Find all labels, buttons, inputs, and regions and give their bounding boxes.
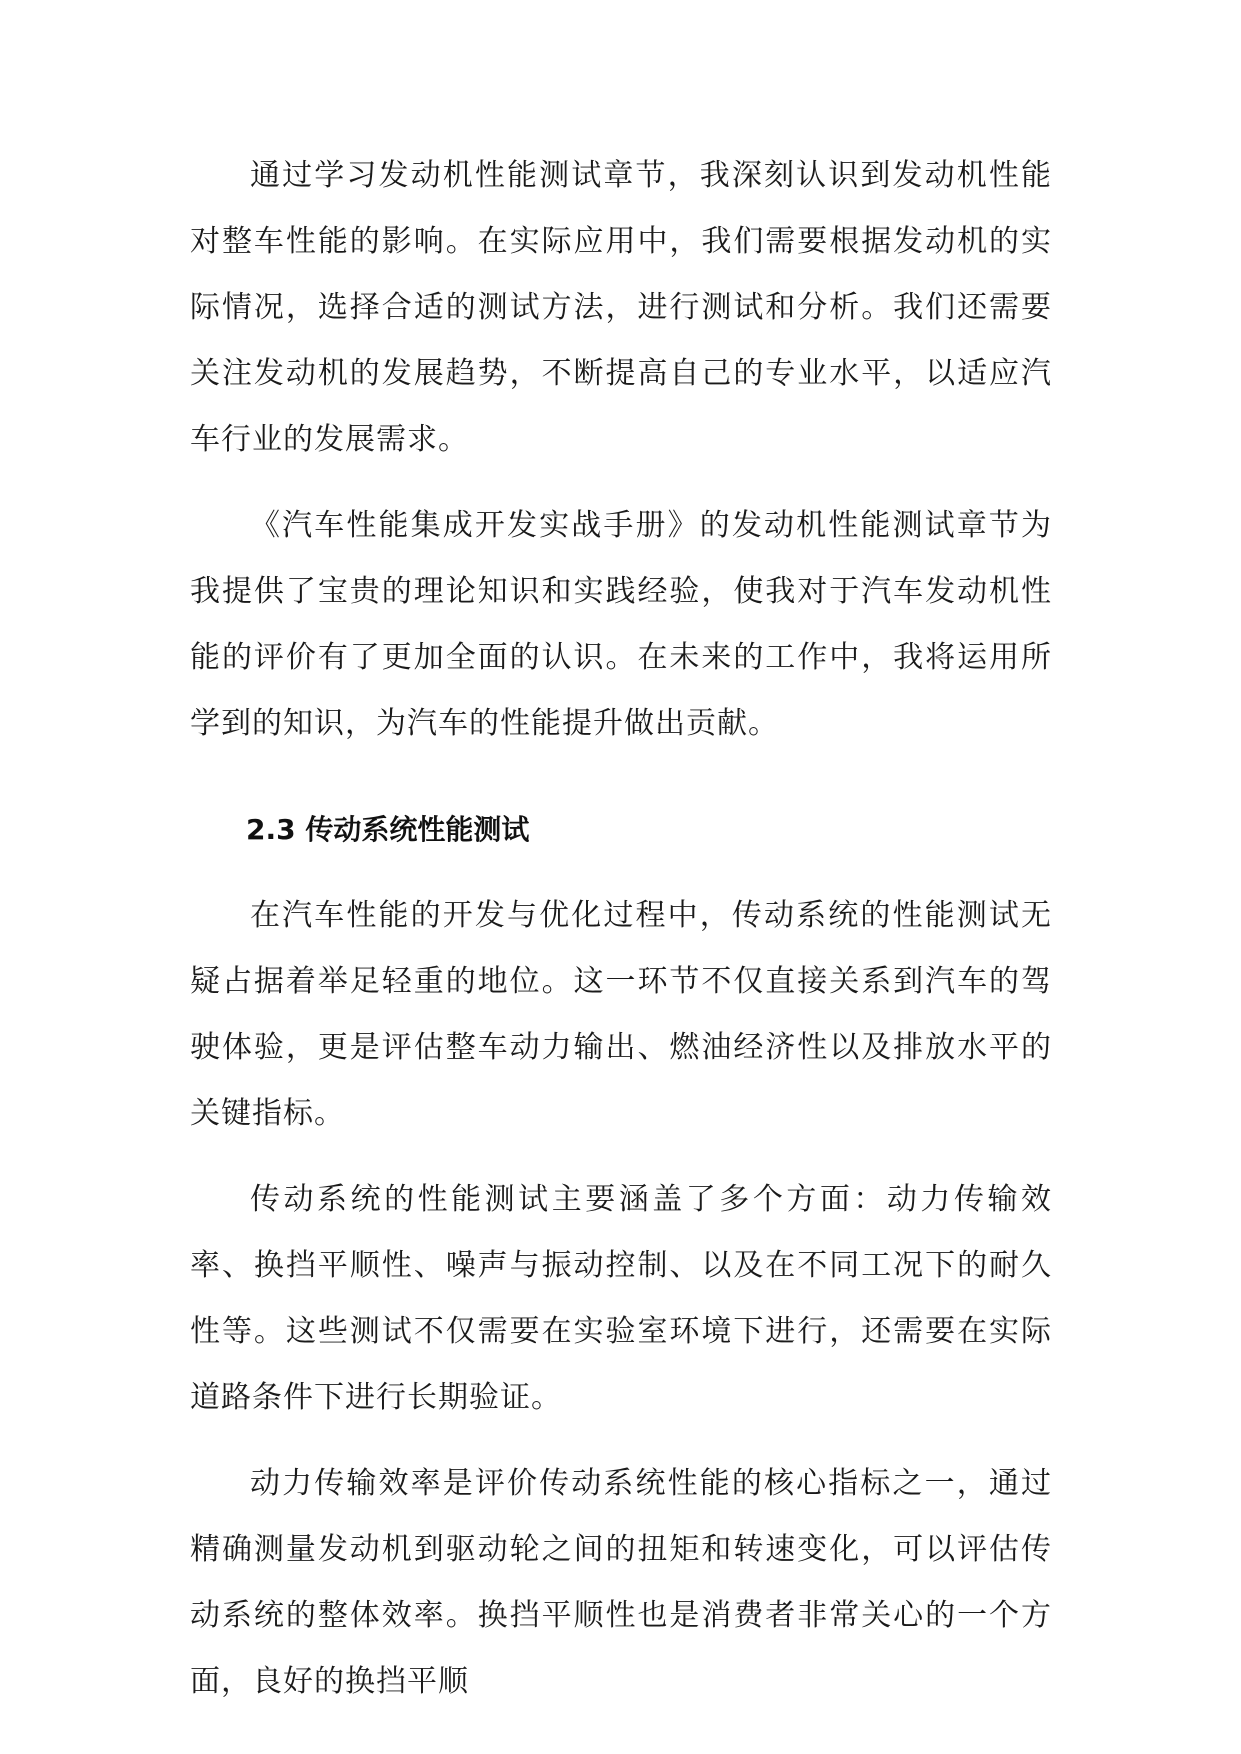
paragraph: 在汽车性能的开发与优化过程中，传动系统的性能测试无疑占据着举足轻重的地位。这一环节不仅直接关系到汽车的驾驶体验，更是评估整车动力输出、燃油经济性以及排放水平的关键指标。 [190, 898, 1052, 1131]
paragraph: 动力传输效率是评价传动系统性能的核心指标之一，通过精确测量发动机到驱动轮之间的扭矩和转速变化，可以评估传动系统的整体效率。换挡平顺性也是消费者非常关心的一个方面，良好的换挡平顺 [190, 1466, 1052, 1699]
paragraph: 通过学习发动机性能测试章节，我深刻认识到发动机性能对整车性能的影响。在实际应用中，我们需要根据发动机的实际情况，选择合适的测试方法，进行测试和分析。我们还需要关注发动机的发展趋势，不断提高自己的专业水平，以适应汽车行业的发展需求。 [190, 158, 1052, 457]
paragraph: 传动系统的性能测试主要涵盖了多个方面：动力传输效率、换挡平顺性、噪声与振动控制、以及在不同工况下的耐久性等。这些测试不仅需要在实验室环境下进行，还需要在实际道路条件下进行长期验证。 [190, 1182, 1052, 1415]
document-body [190, 143, 1052, 1735]
paragraph: 《汽车性能集成开发实战手册》的发动机性能测试章节为我提供了宝贵的理论知识和实践经验，使我对于汽车发动机性能的评价有了更加全面的认识。在未来的工作中，我将运用所学到的知识，为汽车的性能提升做出贡献。 [190, 508, 1052, 741]
section-heading: 2.3 传动系统性能测试 [246, 813, 530, 846]
